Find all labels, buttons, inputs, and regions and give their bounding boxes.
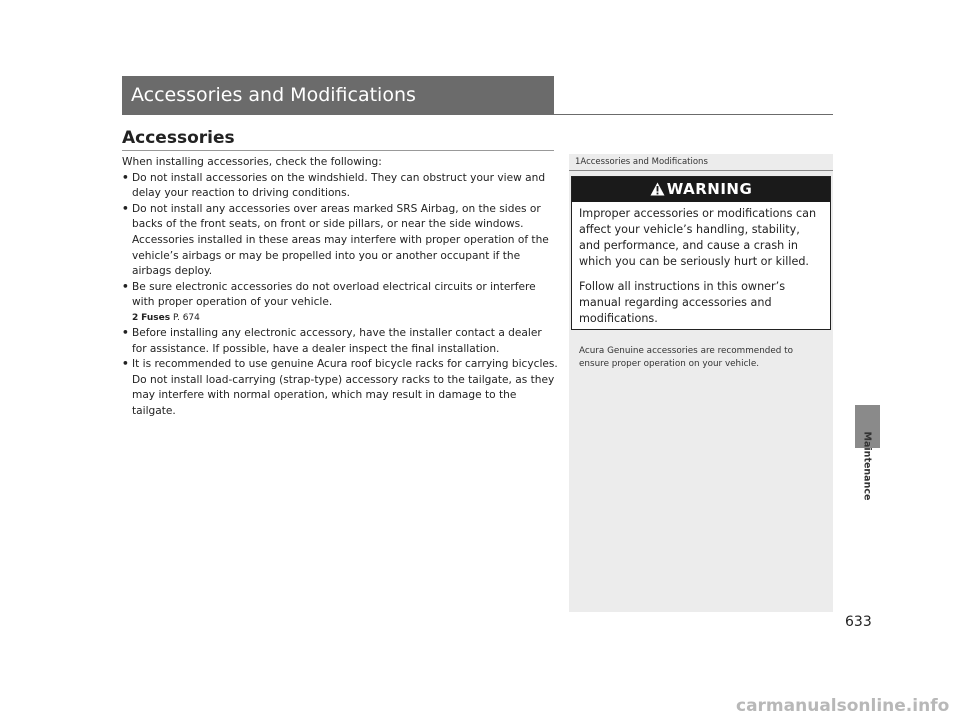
chapter-banner [122,76,554,115]
bullet-item [122,280,558,311]
chapter-title: Accessories and Modifications [131,84,416,106]
bullet-dot: • [122,326,129,339]
banner-rule [554,114,833,115]
section-tab-label: Maintenance [861,431,873,501]
bullet-text: Be sure electronic accessories do not overload electrical circuits or interfere with proper operation of your vehicle. [132,280,536,309]
warning-paragraph: Follow all instructions in this owner’s manual regarding accessories and modifications. [579,280,786,325]
bullet-dot: • [122,358,129,371]
warning-box [571,176,831,330]
xref-title[interactable]: Fuses [141,312,171,323]
warning-triangle-icon [650,182,665,196]
page-number: 633 [845,614,872,630]
warning-label: WARNING [666,180,753,198]
sidebar-heading-rule [569,170,833,171]
bullet-item [122,326,558,357]
bullet-text: It is recommended to use genuine Acura roof bicycle racks for carrying bicycles. Do not install load-carrying (strap-type) accessory racks to the tailgate, as they may interfere with normal operation, which may result in damage to the tailgate. [132,358,558,417]
xref-page[interactable]: P. 674 [172,312,200,323]
main-body [122,155,558,420]
section-title-rule [122,150,554,151]
intro-text: When installing accessories, check the following: [122,156,382,168]
xref-arrow-icon: 2 [132,312,139,323]
watermark: carmanualsonline.info [736,696,950,716]
sidebar-notes [569,154,833,612]
bullet-dot: • [122,202,129,215]
bullet-text: Before installing any electronic accessory, have the installer contact a dealer for assistance. If possible, have a dealer inspect the final installation. [132,326,542,355]
bullet-text: Do not install any accessories over areas marked SRS Airbag, on the sides or backs of the front seats, on front or side pillars, or near the side windows. Accessories installed in these areas may interfere with proper operation of the vehicle’s airbags or may be propelled into you or another occupant if the airbags deploy. [132,202,549,278]
sidebar-heading-text: Accessories and Modifications [580,157,708,167]
sidebar-heading [575,157,708,167]
warning-header [572,177,830,202]
fuses-cross-reference[interactable] [122,311,558,326]
note-marker-icon: 1 [575,157,581,167]
warning-text [572,202,830,327]
bullet-dot: • [122,280,129,293]
warning-paragraph: Improper accessories or modifications can affect your vehicle’s handling, stability, and performance, and cause a crash in which you can be seriously hurt or killed. [579,207,817,268]
bullet-dot: • [122,171,129,184]
bullet-item [122,357,558,419]
section-title: Accessories [122,128,235,148]
bullet-item [122,202,558,280]
sidebar-note: Acura Genuine accessories are recommended to ensure proper operation on your vehicle. [579,346,793,369]
bullet-item [122,171,558,202]
bullet-text: Do not install accessories on the windshield. They can obstruct your view and delay your reaction to driving conditions. [132,171,546,200]
